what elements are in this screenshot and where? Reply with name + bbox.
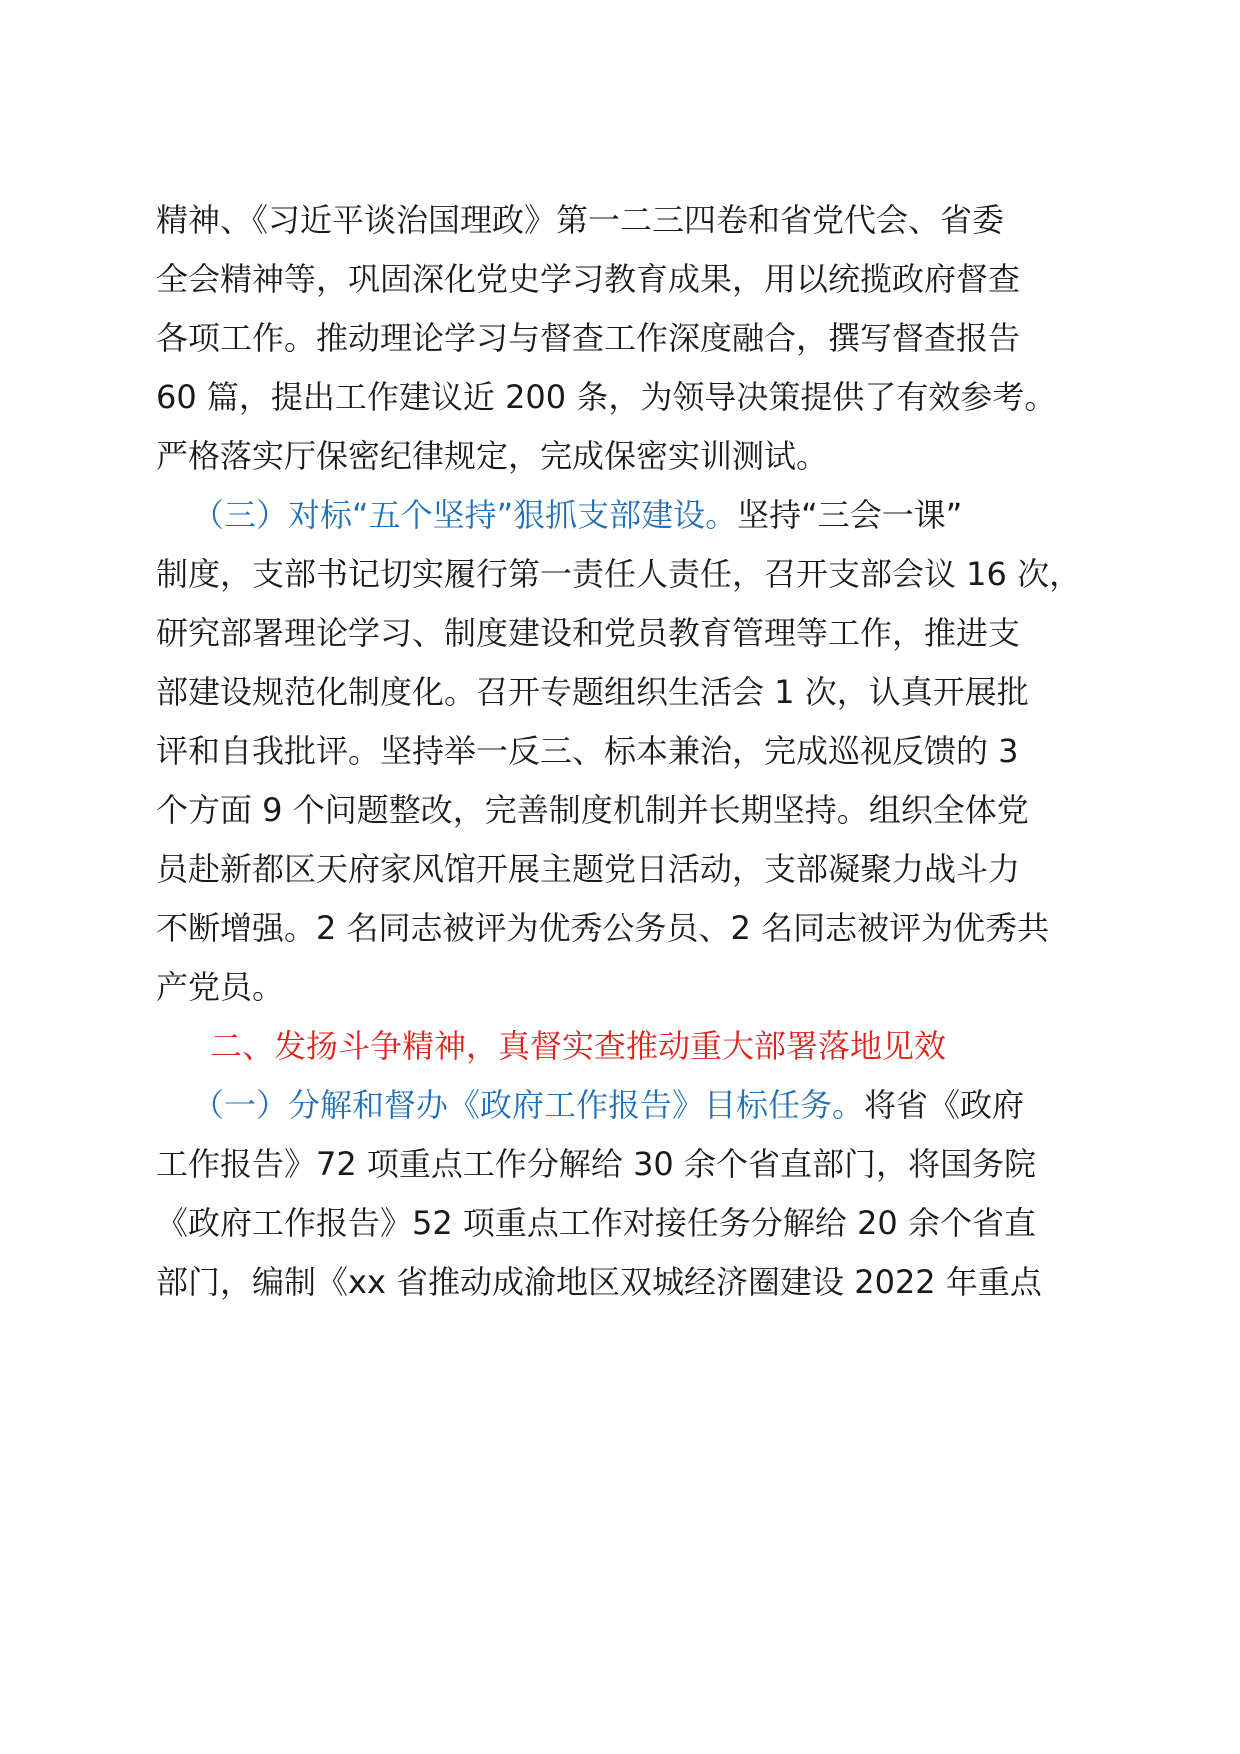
paragraph-line: 60 篇，提出工作建议近 200 条，为领导决策提供了有效参考。 [156,378,1057,416]
paragraph-text: 坚持“三会一课” [737,496,963,534]
paragraph-line: 制度，支部书记切实履行第一责任人责任，召开支部会议 16 次， [156,555,1082,593]
paragraph-line: 研究部署理论学习、制度建设和党员教育管理等工作，推进支 [156,614,1021,652]
section-heading: 二、发扬斗争精神，真督实查推动重大部署落地见效 [210,1027,947,1065]
paragraph-line: 产党员。 [156,968,285,1006]
paragraph-text: 将省《政府 [864,1086,1025,1124]
paragraph-first-line [192,495,962,535]
paragraph-line: 工作报告》72 项重点工作分解给 30 余个省直部门，将国务院 [156,1145,1036,1183]
paragraph-line: 员赴新都区天府家风馆开展主题党日活动，支部凝聚力战斗力 [156,850,1021,888]
paragraph-line: 不断增强。2 名同志被评为优秀公务员、2 名同志被评为优秀共 [156,909,1050,947]
subheading-1: （一）分解和督办《政府工作报告》目标任务。 [192,1086,865,1124]
paragraph-line: 个方面 9 个问题整改，完善制度机制并长期坚持。组织全体党 [156,791,1029,829]
subheading-3: （三）对标“五个坚持”狠抓支部建设。 [192,496,738,534]
paragraph-line: 精神、《习近平谈治国理政》第一二三四卷和省党代会、省委 [156,201,1005,239]
paragraph-line: 各项工作。推动理论学习与督查工作深度融合，撰写督查报告 [156,319,1021,357]
paragraph-line: 部建设规范化制度化。召开专题组织生活会 1 次，认真开展批 [156,673,1029,711]
paragraph-line: 全会精神等，巩固深化党史学习教育成果，用以统揽政府督查 [156,260,1021,298]
paragraph-line: 部门，编制《xx 省推动成渝地区双城经济圈建设 2022 年重点 [156,1263,1042,1301]
paragraph-first-line [192,1085,1024,1125]
paragraph-line: 《政府工作报告》52 项重点工作对接任务分解给 20 余个省直 [156,1204,1036,1242]
paragraph-line: 严格落实厅保密纪律规定，完成保密实训测试。 [156,437,829,475]
paragraph-line: 评和自我批评。坚持举一反三、标本兼治，完成巡视反馈的 3 [156,732,1019,770]
